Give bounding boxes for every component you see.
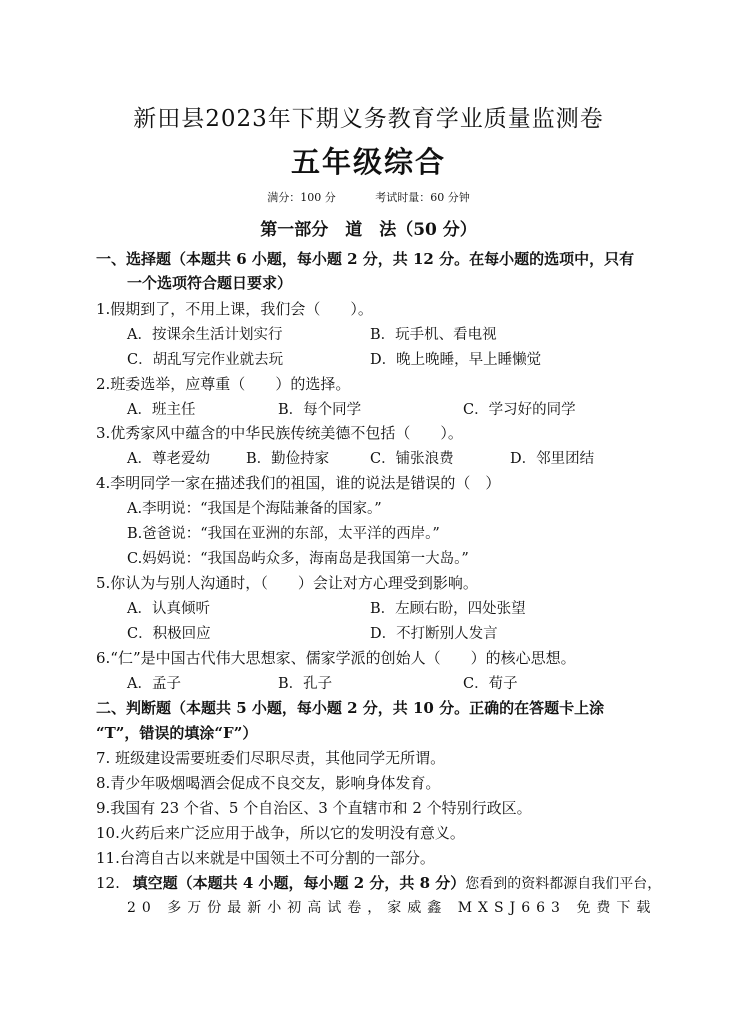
section2-heading-cont: “T”，错误的填涂“F”）	[96, 724, 258, 742]
q6-option-a: A．孟子	[127, 676, 181, 692]
platform-notice-cont: 20 多万份最新小初高试卷，家威鑫 MXSJ663 免费下载	[127, 900, 657, 916]
q1-option-c: C．胡乱写完作业就去玩	[127, 352, 284, 368]
section1-heading-cont: 一个选项符合题日要求）	[127, 274, 293, 292]
q4-stem: 4.李明同学一家在描述我们的祖国，谁的说法是错误的（ ）	[96, 474, 501, 492]
q1-option-a: A．按课余生活计划实行	[127, 327, 283, 343]
q6-option-b: B．孔子	[278, 676, 333, 692]
exam-meta	[0, 189, 737, 205]
platform-notice: 您看到的资料都源自我们平台，	[465, 876, 662, 892]
q12-number: 12.	[96, 874, 120, 892]
q12-line	[96, 872, 661, 893]
full-score: 满分：100 分	[267, 191, 336, 204]
q5-option-c: C．积极回应	[127, 626, 211, 642]
duration: 考试时量：60 分钟	[375, 191, 470, 204]
subject-title: 五年级综合	[290, 145, 446, 179]
judgment-item: 7. 班级建设需要班委们尽职尽责，其他同学无所谓。	[96, 749, 446, 767]
q4-option-a: A.李明说：“我国是个海陆兼备的国家。”	[127, 501, 382, 517]
q3-option-d: D．邻里团结	[510, 451, 595, 467]
section1-heading: 一、选择题（本题共 6 小题，每小题 2 分，共 12 分。在每小题的选项中，只有	[96, 250, 635, 268]
q3-option-a: A．尊老爱幼	[127, 451, 210, 467]
judgment-item: 10.火药后来广泛应用于战争，所以它的发明没有意义。	[96, 824, 465, 842]
q2-option-b: B．每个同学	[278, 402, 362, 418]
q5-option-d: D．不打断别人发言	[370, 626, 498, 642]
q1-stem: 1.假期到了，不用上课，我们会（ ）。	[96, 300, 373, 318]
q2-option-c: C．学习好的同学	[463, 402, 576, 418]
q3-option-b: B．勤俭持家	[246, 451, 330, 467]
q5-option-a: A．认真倾听	[127, 601, 210, 617]
q6-stem: 6.“仁”是中国古代伟大思想家、儒家学派的创始人（ ）的核心思想。	[96, 649, 576, 667]
q1-option-b: B．玩手机、看电视	[370, 327, 497, 343]
q1-option-d: D．晚上晚睡，早上睡懒觉	[370, 352, 542, 368]
exam-title: 新田县2023年下期义务教育学业质量监测卷	[133, 106, 604, 132]
q2-stem: 2.班委选举，应尊重（ ）的选择。	[96, 375, 351, 393]
q6-option-c: C．荀子	[463, 676, 518, 692]
q3-option-c: C．铺张浪费	[370, 451, 454, 467]
q4-option-c: C.妈妈说：“我国岛屿众多，海南岛是我国第一大岛。”	[127, 551, 469, 567]
q3-stem: 3.优秀家风中蕴含的中华民族传统美德不包括（ ）。	[96, 424, 463, 442]
judgment-item: 8.青少年吸烟喝酒会促成不良交友，影响身体发育。	[96, 774, 441, 792]
q5-stem: 5.你认为与别人沟通时，（ ）会让对方心理受到影响。	[96, 574, 478, 592]
part1-title: 第一部分 道 法（50 分）	[260, 220, 477, 240]
q4-option-b: B.爸爸说：“我国在亚洲的东部，太平洋的西岸。”	[127, 526, 440, 542]
q2-option-a: A．班主任	[127, 402, 196, 418]
judgment-item: 9.我国有 23 个省、5 个自治区、3 个直辖市和 2 个特别行政区。	[96, 799, 532, 817]
judgment-item: 11.台湾自古以来就是中国领土不可分割的一部分。	[96, 849, 435, 867]
section2-heading: 二、判断题（本题共 5 小题，每小题 2 分，共 10 分。正确的在答题卡上涂	[96, 699, 605, 717]
section3-heading: 填空题（本题共 4 小题，每小题 2 分，共 8 分）	[132, 874, 466, 892]
q5-option-b: B．左顾右盼，四处张望	[370, 601, 526, 617]
